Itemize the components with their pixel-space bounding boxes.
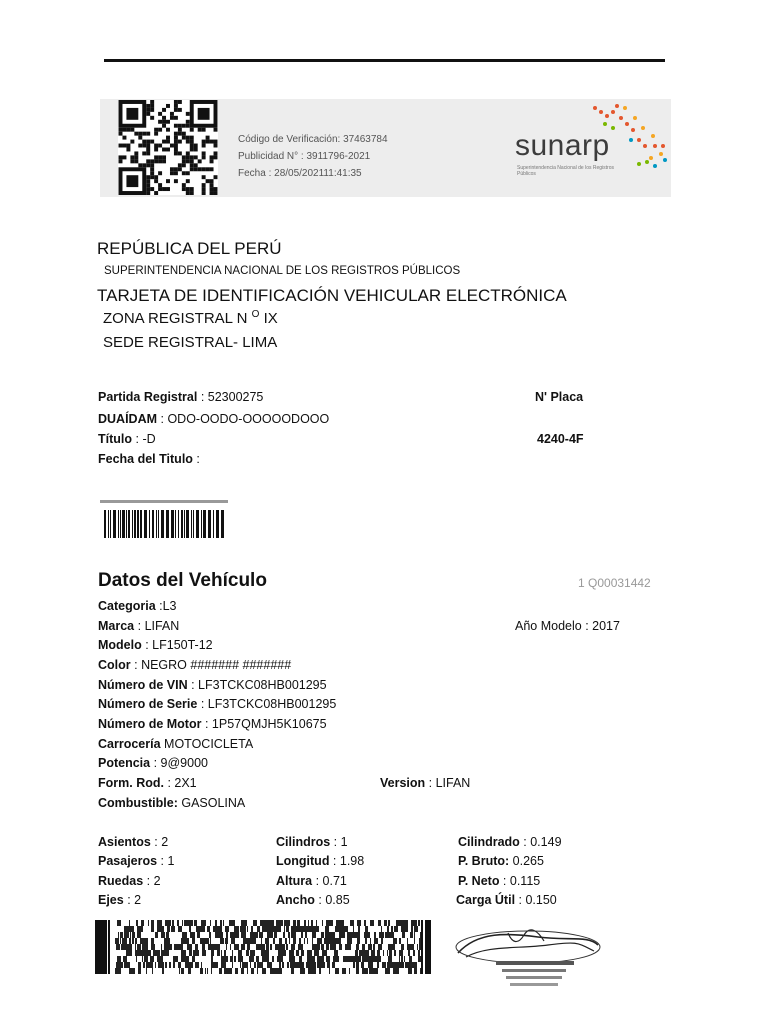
top-rule [104, 59, 665, 62]
vin-field: Número de VIN : LF3TCKC08HB001295 [98, 678, 327, 692]
serie-field: Número de Serie : LF3TCKC08HB001295 [98, 697, 337, 711]
pdf417-barcode-icon [95, 920, 431, 974]
motor-field: Número de Motor : 1P57QMJH5K10675 [98, 717, 327, 731]
ancho-field: Ancho : 0.85 [276, 893, 350, 907]
qr-code-icon [118, 100, 218, 195]
asientos-field: Asientos : 2 [98, 835, 169, 849]
form-rod-field: Form. Rod. : 2X1 [98, 776, 197, 790]
card-title: TARJETA DE IDENTIFICACIÓN VEHICULAR ELECTRÓNICA [97, 286, 567, 305]
duaidam-field: DUAÍDAM : ODO-OODO-OOOOODOOO [98, 412, 330, 426]
marca-field: Marca : LIFAN [98, 619, 180, 633]
logo-wordmark: sunarp [515, 129, 610, 162]
anio-modelo-field: Año Modelo : 2017 [515, 619, 620, 633]
publicity-number: Publicidad N° : 3911796-2021 [238, 151, 371, 162]
modelo-field: Modelo : LF150T-12 [98, 638, 213, 652]
zona-registral: ZONA REGISTRAL N $^O$ IX [103, 309, 278, 327]
pasajeros-field: Pasajeros : 1 [98, 854, 175, 868]
section-title: Datos del Vehículo [98, 570, 267, 591]
version-field: Version : LIFAN [380, 776, 471, 790]
categoria-field: Categoria :L3 [98, 599, 177, 613]
placa-value: 4240-4F [537, 432, 584, 446]
potencia-field: Potencia : 9@9000 [98, 756, 208, 770]
ejes-field: Ejes : 2 [98, 893, 142, 907]
verification-code: Código de Verificación: 37463784 [238, 134, 388, 145]
partida-registral: Partida Registral : 52300275 [98, 390, 264, 404]
document-code: 1 Q00031442 [578, 576, 651, 590]
titulo-field: Título : -D [98, 432, 156, 446]
issue-date: Fecha : 28/05/202111:41:35 [238, 168, 362, 179]
combustible-field: Combustible: GASOLINA [98, 796, 246, 810]
small-barcode-icon [100, 500, 228, 540]
sede-registral: SEDE REGISTRAL- LIMA [103, 334, 278, 351]
ruedas-field: Ruedas : 2 [98, 874, 161, 888]
carroceria-field: Carrocería MOTOCICLETA [98, 737, 254, 751]
carga-util-field: Carga Útil : 0.150 [456, 893, 557, 907]
peso-neto-field: P. Neto : 0.115 [458, 874, 541, 888]
peso-bruto-field: P. Bruto: 0.265 [458, 854, 544, 868]
signature-stamp-icon [448, 923, 608, 988]
fecha-titulo-field: Fecha del Titulo : [98, 452, 200, 466]
color-field: Color : NEGRO ####### ####### [98, 658, 292, 672]
longitud-field: Longitud : 1.98 [276, 854, 365, 868]
altura-field: Altura : 0.71 [276, 874, 347, 888]
cilindrado-field: Cilindrado : 0.149 [458, 835, 562, 849]
logo-subtitle: Superintendencia Nacional de los Registros Públicos [517, 165, 615, 177]
agency-heading: SUPERINTENDENCIA NACIONAL DE LOS REGISTROS PÚBLICOS [104, 265, 461, 277]
placa-label: N' Placa [535, 390, 584, 404]
cilindros-field: Cilindros : 1 [276, 835, 348, 849]
verification-info [238, 131, 388, 182]
republic-heading: REPÚBLICA DEL PERÚ [97, 239, 282, 258]
